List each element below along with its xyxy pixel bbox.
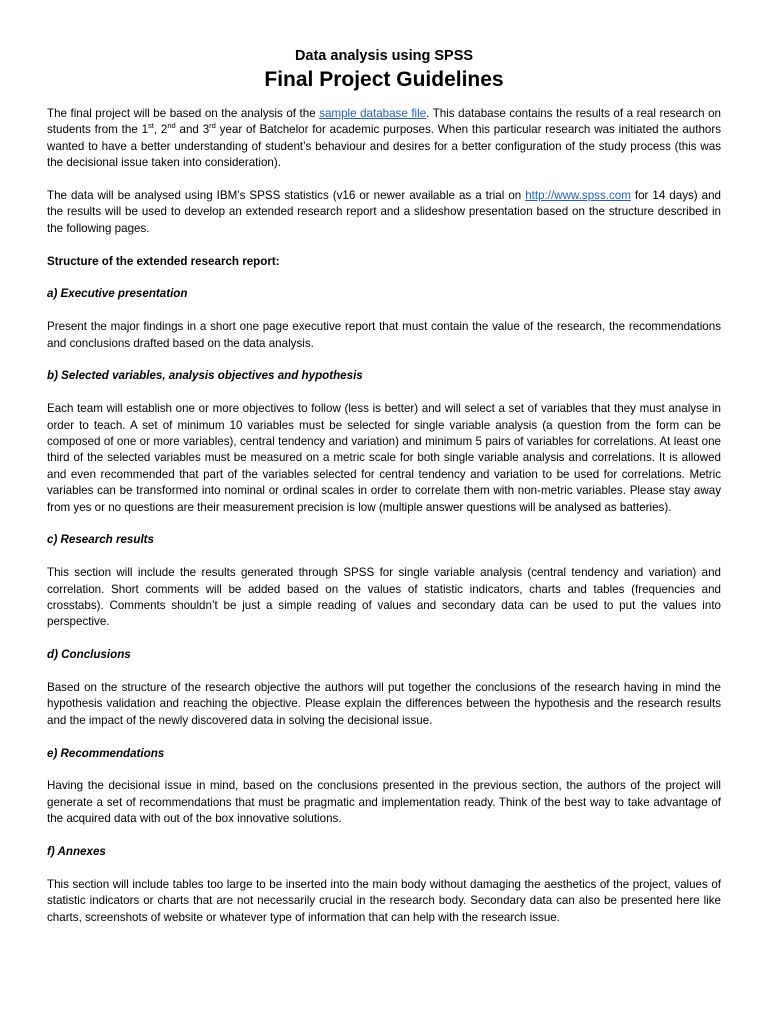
section-body-annexes: This section will include tables too large to be inserted into the main body without damaging the aesthetics of the project, values of statistic indicators or charts that are not necessarily crucial in the research body. Secondary data can also be presented here like charts, screenshots of website or whatever type of information that can help with the research issue. (47, 877, 721, 924)
section-body-recommendations: Having the decisional issue in mind, based on the conclusions presented in the previous section, the authors of the project will generate a set of recommendations that must be pragmatic and implementation ready. Think of the best way to take advantage of the acquired data with out of the box innovative solutions. (47, 779, 721, 826)
sample-database-link[interactable]: sample database file (319, 107, 427, 120)
structure-heading: Structure of the extended research report: (47, 254, 280, 268)
section-heading-results: c) Research results (47, 533, 154, 547)
superscript: st (148, 121, 154, 131)
section-body-conclusions: Based on the structure of the research objective the authors will put together the conclusions of the research having in mind the hypothesis validation and reaching the objective. Please explain the differences between the hypothesis and the research results and the impact of the newly discovered data in solving the decisional issue. (47, 681, 721, 727)
intro-text: The final project will be based on the analysis of the (47, 107, 320, 120)
document-subtitle: Data analysis using SPSS (294, 48, 474, 64)
section-heading-conclusions: d) Conclusions (47, 648, 131, 662)
document-title: Final Project Guidelines (264, 68, 504, 91)
intro-paragraph-1 (47, 106, 721, 172)
intro-text: . This database contains the results of a real research on students from the 1 (47, 107, 722, 137)
intro-text: year of Batchelor for academic purposes. When this particular research was initiated the authors wanted to have a better understanding of student’s behaviour and desires for a better configuration of the study process (this was the decisional issue taken into consideration). (47, 123, 722, 170)
intro-text: , 2 (153, 123, 168, 137)
section-heading-variables: b) Selected variables, analysis objectives and hypothesis (47, 369, 363, 383)
section-heading-annexes: f) Annexes (47, 845, 106, 859)
section-body-executive: Present the major findings in a short one page executive report that must contain the value of the research, the recommendations and conclusions drafted based on the data analysis. (47, 320, 721, 350)
intro-text: The data will be analysed using IBM’s SPSS statistics (v16 or newer available as a trial on (47, 189, 526, 203)
superscript: nd (167, 121, 176, 131)
section-body-results: This section will include the results generated through SPSS for single variable analysis (central tendency and variation) and correlation. Short comments will be added based on the values of statistic indicators, charts and tables (frequencies and crosstabs). Comments shouldn’t be just a simple reading of values and secondary data can be used to put the values into perspective. (47, 566, 721, 629)
section-body-variables: Each team will establish one or more objectives to follow (less is better) and will select a set of variables that they must analyse in order to teach. A set of minimum 10 variables must be selected for single variable analysis (a question from the form can be composed of one or more variables), central tendency and variation) and minimum 5 pairs of variables for correlations. At least one third of the selected variables must be measured on a metric scale for both single variable analysis and correlations. It is allowed and even recommended that part of the variables selected for central tendency and variation to be used for correlations. Metric variables can be transformed into nominal or ordinal scales in order to correlate them with non-metric variables. Please stay away from yes or no questions are their measurement precision is low (multiple answer questions will be analysed as batteries). (47, 402, 721, 514)
spss-website-link[interactable]: http://www.spss.com (525, 189, 631, 203)
intro-text: for 14 days) and the results will be used to develop an extended research report and a slideshow presentation based on the structure described in the following pages. (47, 189, 721, 235)
section-heading-recommendations: e) Recommendations (47, 746, 165, 760)
intro-paragraph-2 (47, 188, 721, 237)
superscript: rd (209, 121, 216, 131)
intro-text: and 3 (175, 123, 210, 137)
section-heading-executive: a) Executive presentation (47, 287, 188, 301)
